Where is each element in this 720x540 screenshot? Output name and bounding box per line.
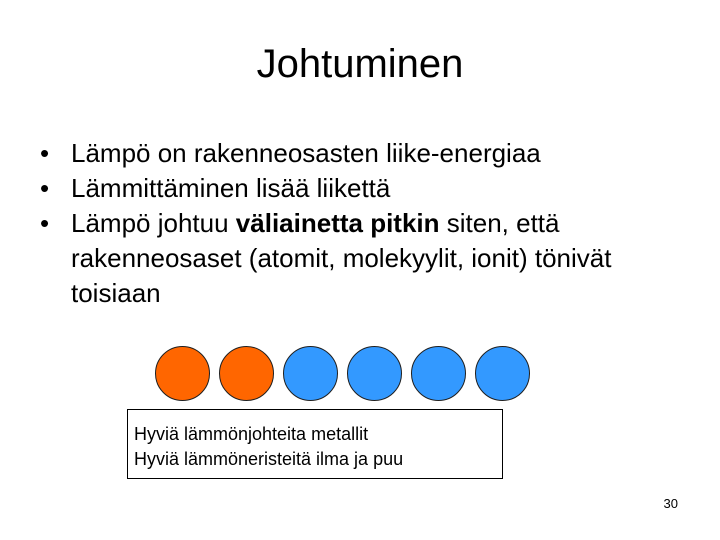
bullet-item [40, 206, 700, 311]
particle-circle [219, 346, 274, 401]
bullet-item [40, 171, 700, 206]
note-box [127, 409, 503, 479]
bullet-dot-icon: • [40, 138, 50, 168]
particle-circle [475, 346, 530, 401]
particle-circle [283, 346, 338, 401]
bullet-text: Lämmittäminen lisää liikettä [71, 173, 391, 203]
bullet-text: Lämpö johtuu [71, 208, 236, 238]
bullet-item [40, 136, 700, 171]
particle-circle [155, 346, 210, 401]
bullet-text: Lämpö on rakenneosasten liike-energiaa [71, 138, 541, 168]
bullet-text: siten, että rakenneosaset (atomit, molekyylit, ionit) tönivät toisiaan [71, 208, 612, 308]
note-line: Hyviä lämmönjohteita metallit [134, 424, 369, 444]
particle-row [155, 346, 525, 404]
slide-title: Johtuminen [256, 42, 464, 86]
page-number: 30 [663, 496, 678, 511]
bullet-dot-icon: • [40, 173, 50, 203]
particle-circle [411, 346, 466, 401]
bullet-list [40, 136, 700, 311]
particle-circle [347, 346, 402, 401]
bullet-dot-icon: • [40, 208, 50, 238]
note-line: Hyviä lämmöneristeitä ilma ja puu [134, 449, 404, 469]
bullet-text-bold: väliainetta pitkin [235, 208, 440, 238]
